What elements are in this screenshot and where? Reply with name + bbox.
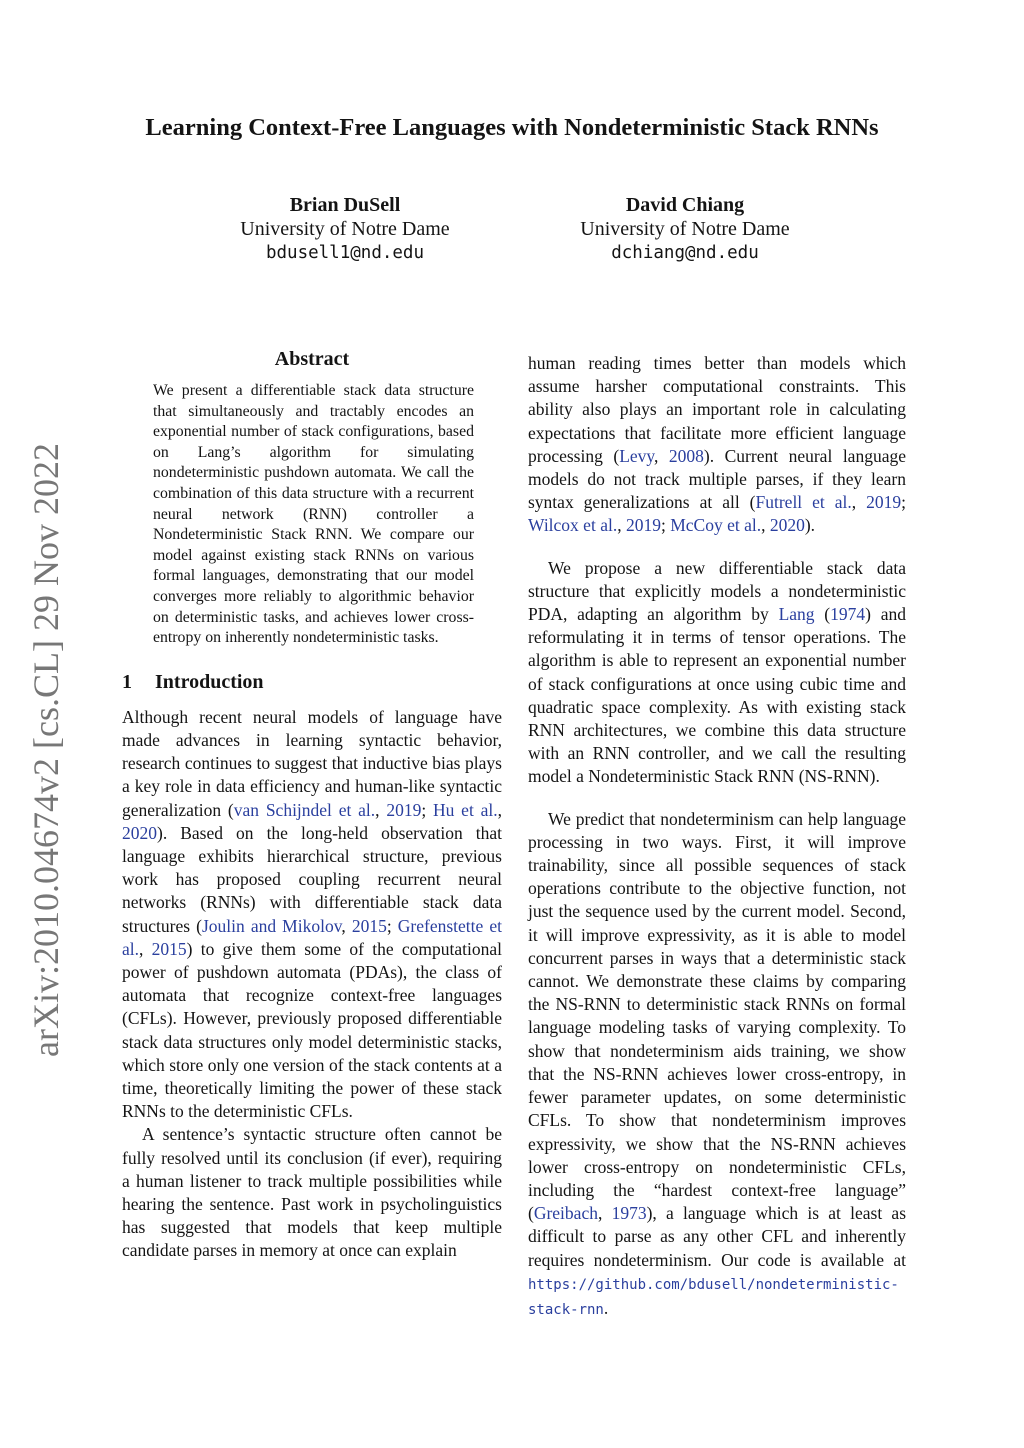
paper-title: Learning Context-Free Languages with Nondeterministic Stack RNNs [145, 114, 879, 141]
citation-link[interactable]: Lang [778, 604, 815, 625]
text-run: , [341, 915, 352, 936]
text-run: Although recent neural models of language have made advances in learning syntactic behavior, research continues to suggest that inductive bias plays a key role in data efficiency and human-like syntactic generalization ( [122, 706, 502, 820]
author-name: David Chiang [625, 194, 745, 216]
text-run: ; [660, 515, 671, 536]
section-heading [122, 671, 502, 694]
text-run: . [603, 1297, 609, 1318]
author-block-1 [165, 193, 525, 265]
citation-link[interactable]: Greibach [533, 1203, 598, 1224]
text-run: ; [386, 915, 398, 936]
text-run: ). Based on the long-held observation that language exhibits hierarchical structure, previous work has proposed coupling recurrent neural networks (RNNs) with differentiable stack data structures ( [122, 822, 502, 936]
text-run: We propose a new differentiable stack data structure that explicitly models a nondeterministic PDA, adapting an algorithm by [528, 557, 906, 625]
intro-paragraph-5 [528, 808, 906, 1322]
arxiv-side-stamp [22, 440, 70, 1060]
citation-link[interactable]: 2019 [625, 515, 661, 536]
text-run: , [851, 492, 867, 513]
text-run: , [497, 799, 502, 820]
citation-link[interactable]: 2020 [122, 822, 157, 843]
text-run: , [617, 515, 626, 536]
citation-link[interactable]: 2019 [866, 492, 902, 513]
arxiv-identifier: arXiv:2010.04674v2 [cs.CL] 29 Nov 2022 [26, 443, 66, 1057]
author-affiliation: University of Notre Dame [580, 218, 790, 240]
citation-link[interactable]: Joulin and Mikolov [201, 915, 342, 936]
right-column [528, 352, 906, 1322]
text-run: ( [814, 604, 831, 625]
author-affiliation: University of Notre Dame [240, 218, 450, 240]
citation-link[interactable]: 2020 [769, 515, 805, 536]
text-run: , [375, 799, 387, 820]
author-email: dchiang@nd.edu [611, 243, 759, 263]
text-run: , [654, 445, 669, 466]
text-run: ; [421, 799, 433, 820]
text-run: ) and reformulating it in terms of tensor operations. The algorithm is able to represent an exponential number of stack configurations at once using cubic time and quadratic space complexity. As with existing stack RNN architectures, we combine this data structure with an RNN controller, and we call the resulting model a Nondeterministic Stack RNN (NS-RNN). [528, 604, 907, 787]
citation-link[interactable]: Grefenstette et al. [122, 915, 502, 959]
text-run: , [761, 515, 770, 536]
citation-link[interactable]: 2015 [151, 938, 187, 959]
citation-link[interactable]: McCoy et al. [670, 515, 762, 536]
citation-link[interactable]: Futrell et al. [755, 492, 852, 513]
code-repository-link[interactable]: https://github.com/bdusell/nondeterministic-stack-rnn [528, 1276, 899, 1318]
citation-link[interactable]: Hu et al. [433, 799, 498, 820]
intro-paragraph-1 [122, 706, 502, 1124]
citation-link[interactable]: 2015 [351, 915, 387, 936]
text-run: ), a language which is at least as difficult to parse as any other CFL and inherently requires nondeterminism. Our code is available at [528, 1203, 907, 1270]
abstract-heading: Abstract [274, 348, 350, 370]
citation-link[interactable]: 1973 [611, 1203, 647, 1224]
citation-link[interactable]: 2019 [386, 799, 422, 820]
text-run: ). Current neural language models do not track multiple parses, if they learn syntax generalizations at all ( [528, 445, 906, 513]
citation-link[interactable]: 2008 [668, 445, 704, 466]
citation-link[interactable]: Levy [619, 445, 655, 466]
text-run: human reading times better than models which assume harsher computational constraints. This ability also plays an important role in calculating expectations that facilitate more efficient language processing ( [528, 353, 906, 466]
citation-link[interactable]: Wilcox et al. [528, 515, 618, 536]
intro-paragraph-2: A sentence’s syntactic structure often cannot be fully resolved until its conclusion (if ever), requiring a human listener to track multiple possibilities while hearing the sentence. Past work in psycholinguistics has suggested that models that keep multiple candidate parses in memory at once can explain [122, 1124, 502, 1261]
citation-link[interactable]: van Schijndel et al. [233, 799, 376, 820]
text-run: ). [804, 515, 816, 536]
author-name: Brian DuSell [289, 194, 401, 216]
text-run: We predict that nondeterminism can help language processing in two ways. First, it will improve trainability, since all possible sequences of stack operations contribute to the objective function, not just the sequence used by the current model. Second, it will improve expressivity, as it is able to model concurrent parses in ways that a deterministic stack cannot. We demonstrate these claims by comparing the NS-RNN to deterministic stack RNNs on formal language modeling tasks of varying complexity. To show that nondeterminism aids training, we show that the NS-RNN achieves lower cross-entropy, in fewer parameter updates, on some deterministic CFLs. To show that nondeterminism improves expressivity, we show that the NS-RNN achieves lower cross-entropy on nondeterministic CFLs, including the “hardest context-free language” ( [528, 808, 906, 1224]
intro-paragraph-4 [528, 557, 906, 789]
section-title: Introduction [155, 670, 264, 693]
text-run: ) to give them some of the computational power of pushdown automata (PDAs), the class of automata that recognize context-free languages (CFLs). However, previously proposed differentiable stack data structures only model deterministic stacks, which store only one version of the stack contents at a time, theoretically limiting the power of these stack RNNs to the deterministic CFLs. [122, 938, 503, 1122]
left-column [122, 348, 502, 1263]
text-run: , [597, 1203, 612, 1224]
intro-paragraph-3 [528, 352, 906, 538]
author-block-2 [505, 193, 865, 265]
citation-link[interactable]: 1974 [830, 604, 866, 625]
text-run: ; [901, 492, 906, 513]
section-number: 1 [122, 670, 132, 693]
author-email: bdusell1@nd.edu [265, 243, 425, 263]
text-run: , [139, 938, 152, 959]
abstract-text: We present a differentiable stack data structure that simultaneously and tractably encodes an exponential number of stack configurations, based on Lang’s algorithm for simulating nondeterministic pushdown automata. We call the combination of this data structure with a recurrent neural network (RNN) controller a Nondeterministic Stack RNN. We compare our model against existing stack RNNs on various formal languages, demonstrating that our model converges more reliably to algorithmic behavior on deterministic tasks, and achieves lower cross-entropy on inherently nondeterministic tasks. [153, 382, 474, 647]
